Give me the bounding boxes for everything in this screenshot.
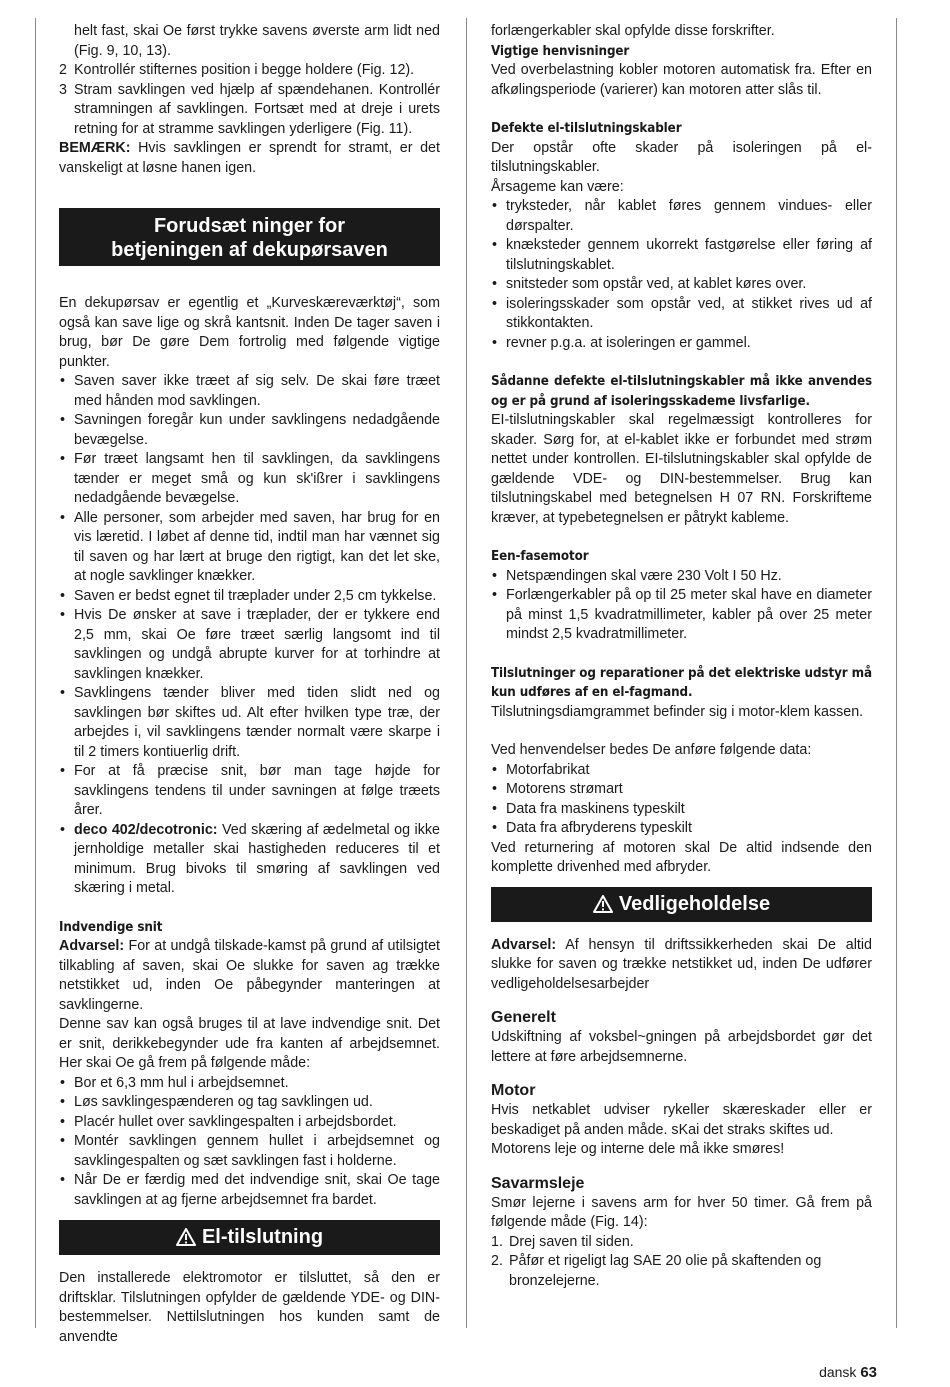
list-item: • Savklingens tænder bliver med tiden slidt ned og savklingen bør skiftes ud. Alt efter hvilken type træ, der arbejdes i, vil savklingens tænder normalt være skarpe i til 2 timers kontiuerlig drift. <box>59 684 440 762</box>
left-column <box>59 22 440 1347</box>
list-item: • snitsteder som opstår ved, at kablet køres over. <box>491 275 872 295</box>
step-item <box>491 1252 872 1291</box>
list-item <box>59 821 440 899</box>
warning-paragraph <box>491 936 872 995</box>
deco-text: Ved skæring af ædelmetal og ikke jernholdige metaller skai hastigheden reduceres til et minimum. Brug bivoks til smøring af savklingen ved skæring i metal. <box>74 821 440 896</box>
step-text: Stram savklingen ved hjælp af spændehanen. Kontrollér stramningen af savklingen. Fortsæt med at dreje i urets retning for at stramme savklingen yderligere (Fig. 11). <box>74 81 440 137</box>
subheading-reparationer: Tilslutninger og reparationer på det elektriske udstyr må kun udføres af en el-fagmand. <box>491 665 872 700</box>
list-item: • Data fra afbryderens typeskilt <box>491 819 872 839</box>
list-item: • tryksteder, når kablet føres gennem vindues- eller dørspalter. <box>491 197 872 236</box>
note-text: Hvis savklingen er sprendt for stramt, er det vanskeligt at løsne hanen igen. <box>59 140 440 176</box>
list-item: • revner p.g.a. at isoleringen er gammel. <box>491 334 872 354</box>
bullet-list <box>491 197 872 353</box>
deco-label: deco 402/decotronic: <box>74 821 218 838</box>
section-banner-el <box>59 1220 440 1255</box>
subheading-defekte: Defekte el-tilslutningskabler <box>491 121 682 136</box>
step-item <box>59 61 440 81</box>
paragraph: Den installerede elektromotor er tilsluttet, så den er driftsklar. Tilslutningen opfylder de gældende YDE- og DIN-bestemmelser. Nettilslutningen hos kunden samt de anvendte <box>59 1270 440 1345</box>
paragraph: En dekupørsav er egentlig et „Kurveskæreværktøj“, som også kan save lige og skrå kantsnit. Inden De tager saven i brug, bør De gøre Dem fortrolig med følgende vigtige punkter. <box>59 295 440 370</box>
list-item: • Saven saver ikke træet af sig selv. De skai føre træet med hånden mod savklingen. <box>59 372 440 411</box>
paragraph: EI-tilslutningskabler skal regelmæssigt kontrolleres for skader. Sørg for, at el-kablet ikke er forbundet med strøm nettet under kontrollen. EI-tilslutningskabler skal opfylde de gældende VDE- og DIN-bestemmelser. Brug kan tilslutningskabel med betegnelsen H 07 RN. Forskrifteme kræver, at typebetegnelsen er påtrykt kableme. <box>491 412 872 526</box>
footer-language: dansk <box>819 1364 857 1380</box>
banner-line: betjeningen af dekupørsaven <box>111 239 388 261</box>
paragraph: Smør lejerne i savens arm for hver 50 timer. Gå frem på følgende måde (Fig. 14): <box>491 1194 872 1230</box>
banner-line: Forudsæt ninger for <box>153 215 346 237</box>
paragraph: Ved henvendelser bedes De anføre følgende data: <box>491 742 812 758</box>
list-item: • Savningen foregår kun under savklingens nedadgående bevægelse. <box>59 411 440 450</box>
step-number: 1. <box>491 1233 503 1250</box>
left-margin-rule <box>35 18 36 1328</box>
center-rule <box>466 18 467 1328</box>
warning-triangle-icon <box>176 1228 196 1246</box>
bullet-list <box>59 372 440 899</box>
banner-title: Vedligeholdelse <box>618 892 771 915</box>
subheading-danger: Sådanne defekte el-tilslutningskabler må ikke anvendes og er på grund af isoleringsskademe livsfarlige. <box>491 374 872 409</box>
list-item: • isoleringsskader som opstår ved, at stikket rives ud af stikkontakten. <box>491 295 872 334</box>
right-column <box>491 22 872 1291</box>
heading-savarmsleje: Savarmsleje <box>491 1174 585 1192</box>
banner-title: El-tilslutning <box>201 1226 324 1248</box>
heading-motor: Motor <box>491 1082 536 1099</box>
step-number: 3 <box>59 81 67 98</box>
subheading-vigtige: Vigtige henvisninger <box>491 43 630 59</box>
list-item: • Forlængerkabler på op til 25 meter skal have en diameter på minst 1,5 kvadratmillimeter, kabler på over 25 meter mindst 2,5 kvadratmillimeter. <box>491 586 872 645</box>
step-item <box>491 1233 872 1253</box>
bullet-list <box>491 567 872 645</box>
list-item: • For at få præcise snit, bør man tage højde for savklingens tendens til under savningen at følge træets årer. <box>59 762 440 821</box>
list-item: • Løs savklingespænderen og tag savklingen ud. <box>59 1093 440 1113</box>
step-item <box>59 81 440 140</box>
step-number: 2. <box>491 1253 503 1269</box>
warning-paragraph <box>59 937 440 1015</box>
paragraph: Ved overbelastning kobler motoren automatisk fra. Efter en afkølingsperiode (varierer) kan motoren atter slås til. <box>491 62 872 98</box>
note-label: BEMÆRK: <box>59 140 131 156</box>
warning-label: Advarsel: <box>59 938 125 954</box>
step-text: Drej saven til siden. <box>509 1233 634 1250</box>
step-text: Påfør et rigeligt lag SAE 20 olie på skaftenden og bronzelejerne. <box>509 1253 822 1289</box>
list-item: • Når De er færdig med det indvendige snit, skai Oe tage savklingen at ag fjerne arbejdsemnet fra bardet. <box>59 1171 440 1210</box>
warning-label: Advarsel: <box>491 936 557 953</box>
bullet-list <box>491 761 872 839</box>
list-item: • Før træet langsamt hen til savklingen, da savklingens tænder er meget små og kun sk'ißrer i savklingens nedadgående bevægelse. <box>59 450 440 509</box>
step-text: Kontrollér stifternes position i begge holdere (Fig. 12). <box>74 62 415 78</box>
list-item: • Montér savklingen gennem hullet i arbejdsemnet og savklingespalten og sæt savklingen fast i holderne. <box>59 1132 440 1171</box>
page-footer <box>819 1363 877 1383</box>
warning-text: For at undgå tilskade-kamst på grund af utilsigtet tilkabling af saven, skai Oe slukke for saven ag trække netstikket ud, inden Oe påbegynder manteringen at savklingerne. <box>59 938 440 1013</box>
subheading-een-fasemotor: Een-fasemotor <box>491 549 589 564</box>
paragraph: Tilslutningsdiamgrammet befinder sig i motor-klem kassen. <box>491 703 864 720</box>
list-item: • Motorfabrikat <box>491 761 872 781</box>
list-item: • Hvis De ønsker at save i træplader, der er tykkere end 2,5 mm, skai Oe føre træet særlig langsomt ind til savklingen og undgå abrupte kurver for at torhindre at savklingen knækker. <box>59 606 440 684</box>
warning-triangle-icon <box>593 895 613 913</box>
right-margin-rule <box>896 18 897 1328</box>
paragraph: Denne sav kan også bruges til at lave indvendige snit. Det er snit, derikkebegynder ude fra kanten af arbejdsemnet. Her skai Oe gå frem på følgende måde: <box>59 1016 440 1071</box>
paragraph: Hvis netkablet udviser rykeller skæreskader eller er beskadiget på anden måde. sKai det straks skiftes ud. <box>491 1102 872 1138</box>
list-item: • Data fra maskinens typeskilt <box>491 800 872 820</box>
list-item: • Netspændingen skal være 230 Volt I 50 Hz. <box>491 567 872 587</box>
list-item: • Motorens strømart <box>491 780 872 800</box>
intro-text: helt fast, skai Oe først trykke savens øverste arm lidt ned (Fig. 9, 10, 13). <box>74 23 440 59</box>
note <box>59 139 440 178</box>
paragraph: Ved returnering af motoren skal De altid indsende den komplette drivenhed med afbryder. <box>491 839 872 875</box>
section-banner-preconditions <box>59 208 440 266</box>
list-item: • knæksteder gennem ukorrekt fastgørelse eller føring af tilslutningskablet. <box>491 236 872 275</box>
paragraph: Der opstår ofte skader på isoleringen på el-tilslutningskabler. <box>491 139 872 175</box>
list-item: • Bor et 6,3 mm hul i arbejdsemnet. <box>59 1074 440 1094</box>
paragraph: Udskiftning af voksbel~gningen på arbejdsbordet gør det lettere at føre arbejdsemnerne. <box>491 1029 872 1065</box>
list-item: • Alle personer, som arbejder med saven, har brug for en vis læretid. I løbet af denne tid, indtil man har vænnet sig til saven og har lært at bruge den rigtigt, kan det let ske, at nogle savklinger knækker. <box>59 509 440 587</box>
step-number: 2 <box>59 62 67 78</box>
list-item: • Saven er bedst egnet til træplader under 2,5 cm tykkelse. <box>59 587 440 607</box>
subheading-indvendige: Indvendige snit <box>59 919 163 935</box>
section-banner-maintenance <box>491 887 872 922</box>
page-number: 63 <box>860 1364 877 1381</box>
heading-generelt: Generelt <box>491 1009 556 1026</box>
paragraph: Årsageme kan være: <box>491 178 624 195</box>
paragraph: forlængerkabler skal opfylde disse forskrifter. <box>491 23 775 39</box>
paragraph: Motorens leje og interne dele må ikke smøres! <box>491 1141 785 1157</box>
warning-text: Af hensyn til driftssikkerheden skai De altid slukke for saven og trække netstikket ud, inden De udfører vedligeholdelsesarbejder <box>491 936 872 992</box>
bullet-list <box>59 1074 440 1211</box>
list-item: • Placér hullet over savklingespalten i arbejdsbordet. <box>59 1113 440 1133</box>
